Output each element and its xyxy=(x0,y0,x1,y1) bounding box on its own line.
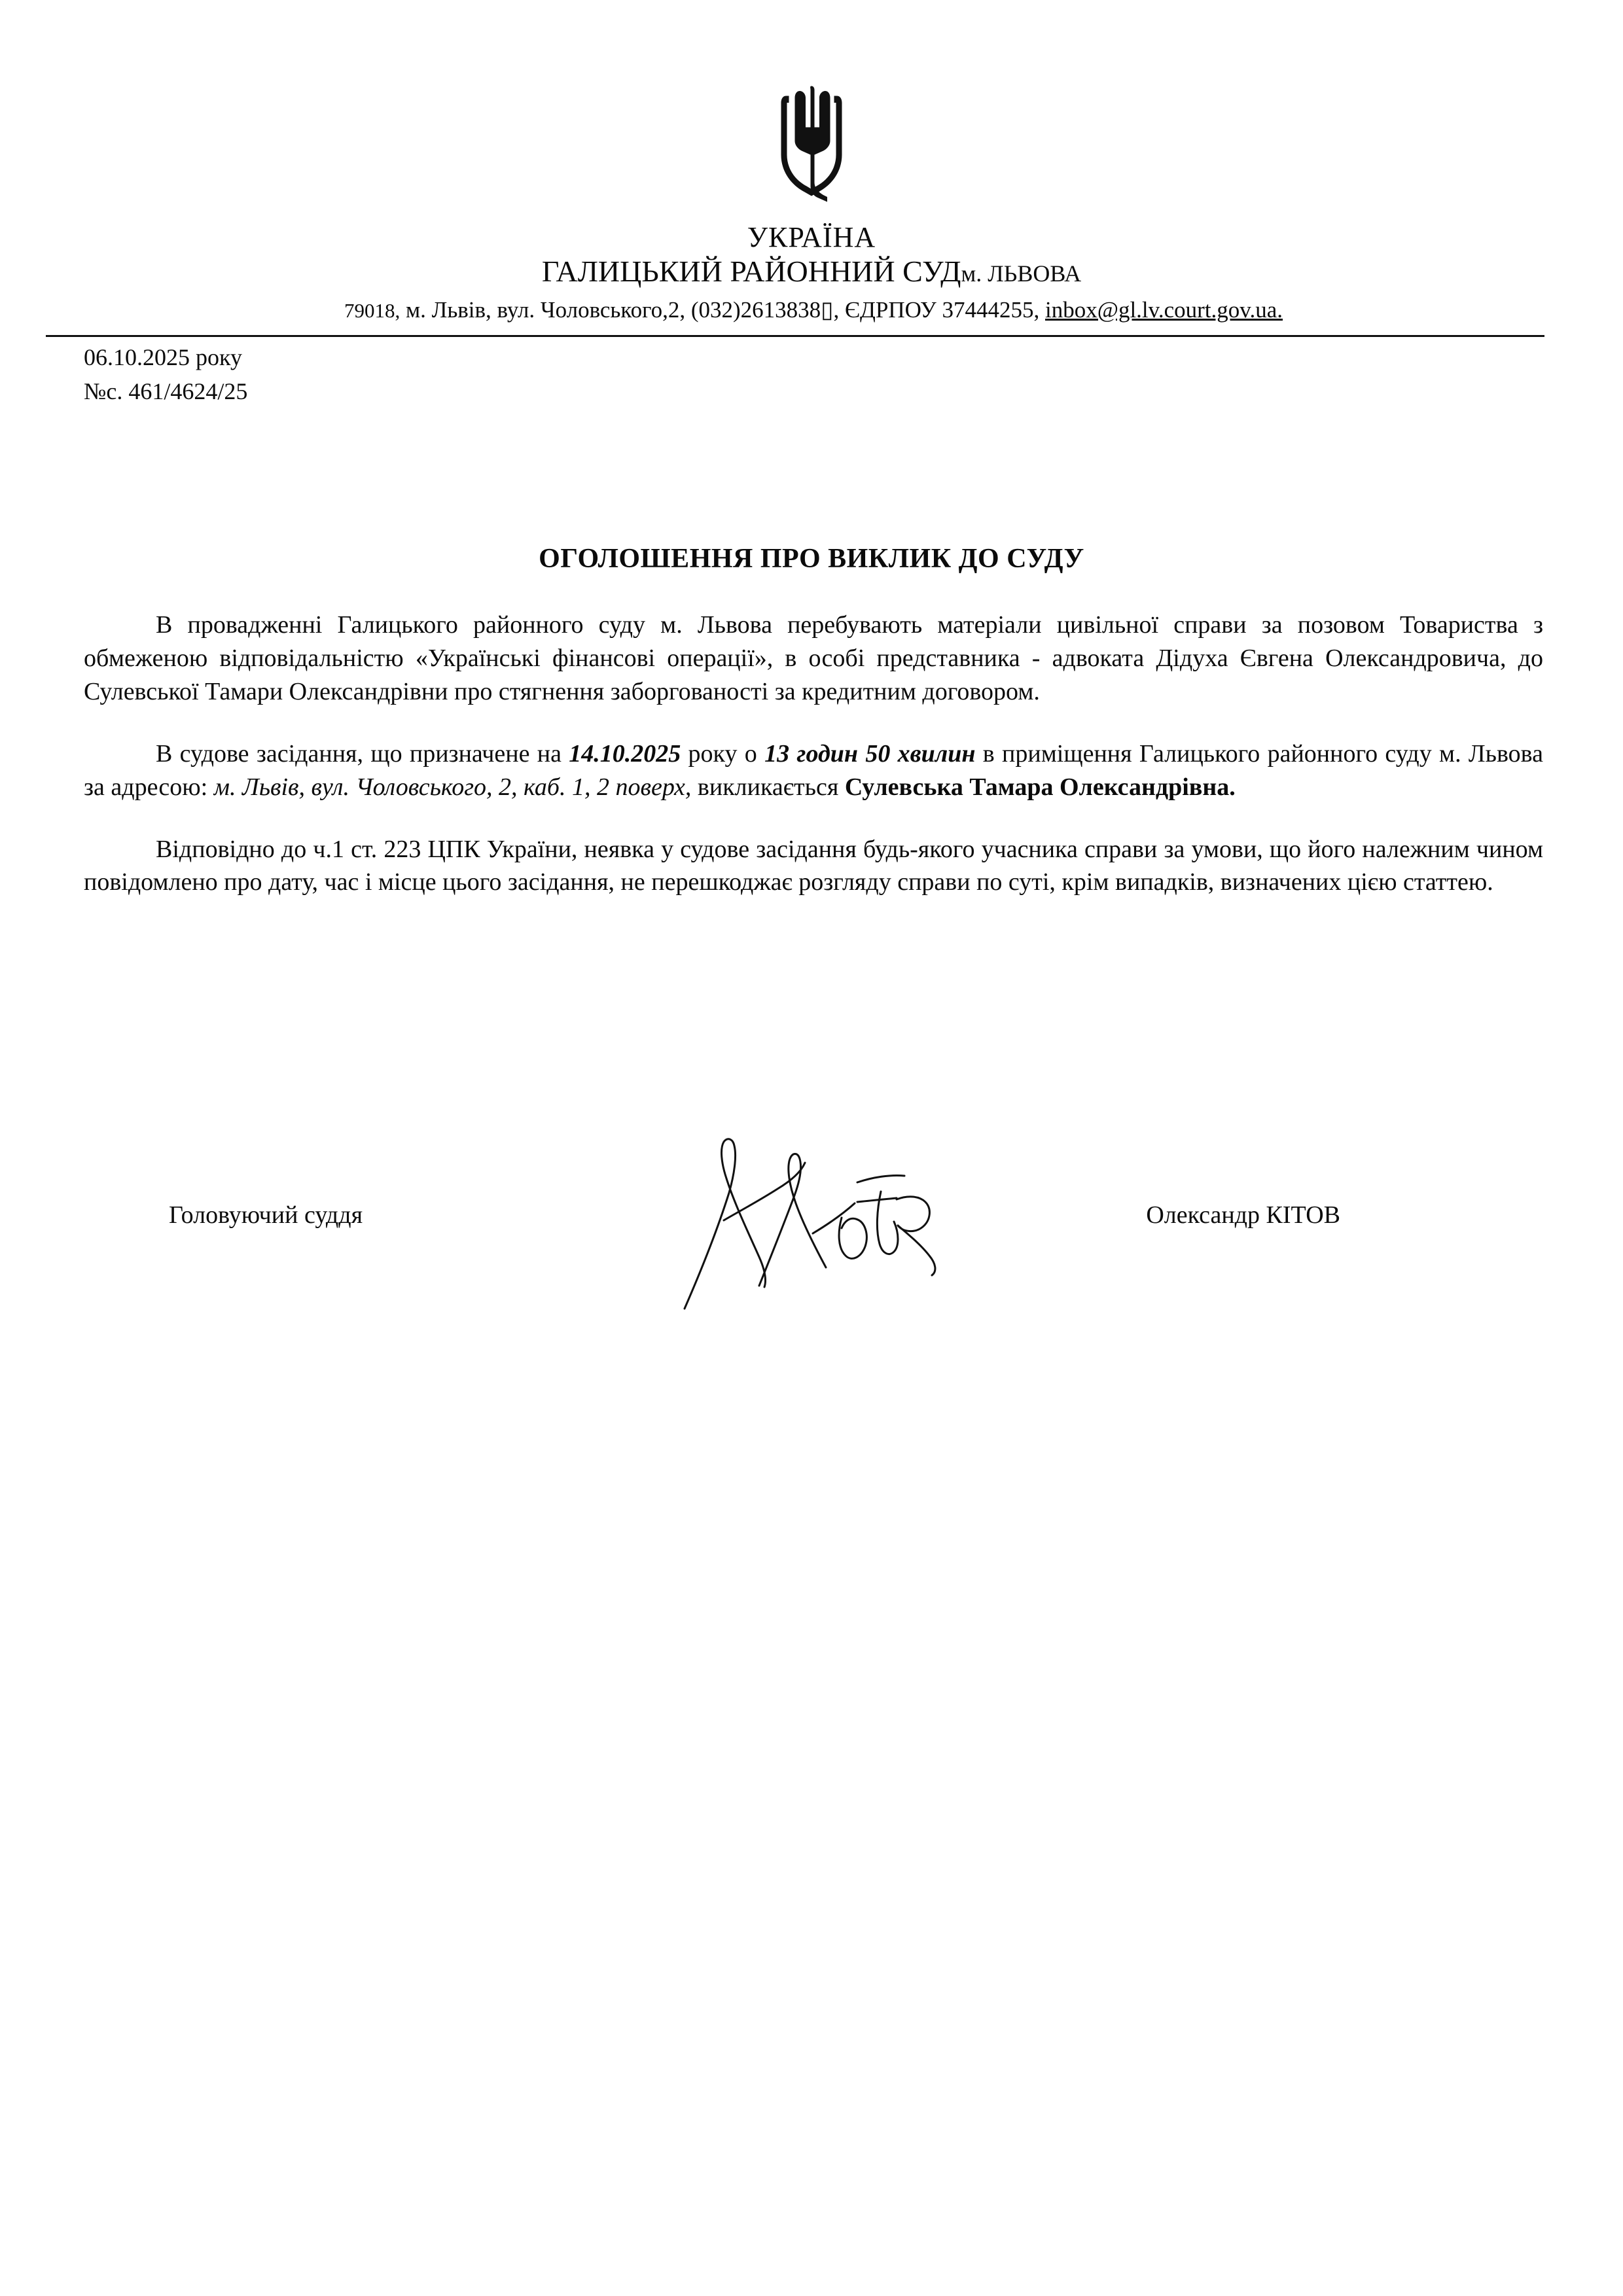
court-name-city: м. ЛЬВОВА xyxy=(961,260,1082,287)
paragraph-1-text: В провадженні Галицького районного суду м. Львова перебувають матеріали цивільної справи за позовом Товариства з обмеженою відповідальністю «Українські фінансові операції», в особі представника - адвоката Дідуха Євгена Олександровича, до Сулевської Тамари Олександрівни про стягнення заборгованості за кредитним договором. xyxy=(84,611,1543,705)
hearing-date: 14.10.2025 xyxy=(569,739,681,768)
address-tail: , ЄДРПОУ 37444255, xyxy=(833,297,1040,323)
document-header xyxy=(0,222,1623,289)
paragraph-2-intro: В судове засідання, що призначене на xyxy=(156,739,569,768)
emblem-container xyxy=(0,79,1623,219)
document-meta xyxy=(84,340,247,408)
court-name-main: ГАЛИЦЬКИЙ РАЙОННИЙ СУД xyxy=(541,255,961,289)
paragraph-3-text: Відповідно до ч.1 ст. 223 ЦПК України, неявка у судове засідання будь-якого учасника справи за умови, що його належним чином повідомлено про дату, час і місце цього засідання, не перешкоджає розгляду справи по суті, крім випадків, визначених цією статтею. xyxy=(84,835,1543,896)
paragraph-hearing-info xyxy=(84,737,1543,804)
paragraph-2-mid2: в приміщення Галицького районного суду м. Львова за адресою: xyxy=(84,739,1543,801)
signature-name: Олександр КІТОВ xyxy=(1146,1201,1340,1229)
summoned-person: Сулевська Тамара Олександрівна. xyxy=(844,773,1236,801)
paragraph-case-info xyxy=(84,609,1543,709)
country-name: УКРАЇНА xyxy=(747,221,876,253)
paragraph-2-mid3: викликається xyxy=(691,773,845,801)
document-body xyxy=(84,609,1543,928)
court-email: inbox@gl.lv.court.gov.ua. xyxy=(1045,297,1283,323)
header-divider xyxy=(46,335,1544,337)
court-address-line xyxy=(84,296,1543,325)
ukraine-trident-emblem-icon xyxy=(762,79,861,219)
signature-role: Головуючий суддя xyxy=(169,1201,363,1229)
address-main: м. Львів, вул. Чоловського,2, (032)2613838 xyxy=(405,297,821,323)
address-postcode: 79018, xyxy=(344,299,401,322)
hearing-address: м. Львів, вул. Чоловського, 2, каб. 1, 2 поверх, xyxy=(213,773,692,801)
address-box-glyph: ▯ xyxy=(821,297,834,323)
paragraph-2-mid1: року о xyxy=(681,739,765,768)
hearing-time: 13 годин 50 хвилин xyxy=(764,739,976,768)
court-name xyxy=(0,255,1623,289)
document-case-number: №с. 461/4624/25 xyxy=(84,378,248,405)
page-title: ОГОЛОШЕННЯ ПРО ВИКЛИК ДО СУДУ xyxy=(539,544,1084,574)
document-date: 06.10.2025 року xyxy=(84,344,242,370)
signature-row xyxy=(84,1201,1543,1229)
paragraph-legal-note xyxy=(84,833,1543,900)
